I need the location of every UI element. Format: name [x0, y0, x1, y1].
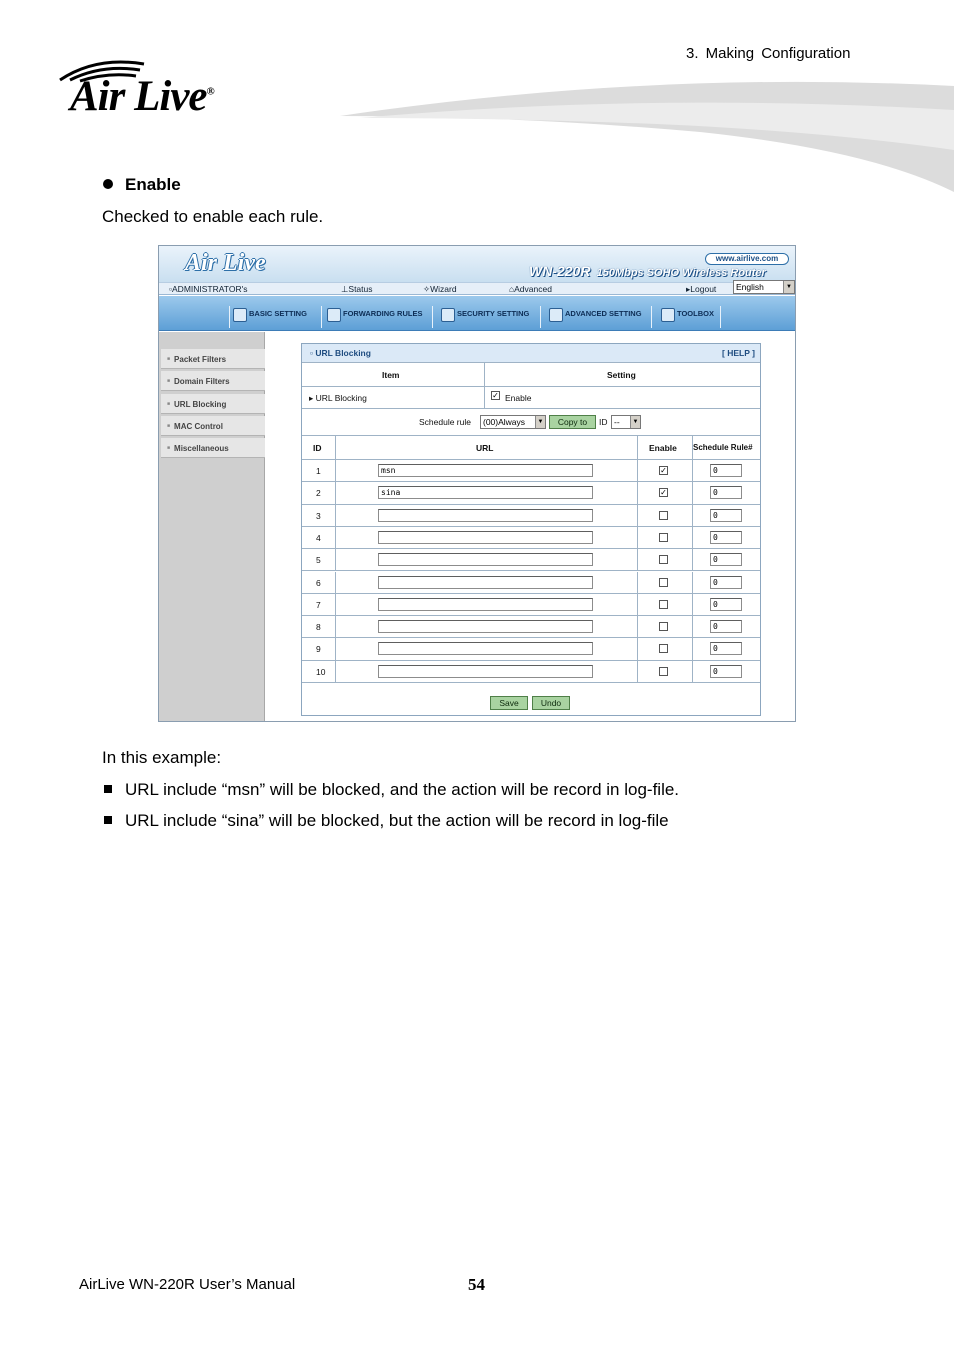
registered-mark: ® — [206, 85, 214, 98]
manual-footer: AirLive WN-220R User’s Manual — [79, 1276, 296, 1293]
url-blocking-panel — [301, 343, 761, 716]
schedule-rule-input[interactable]: 0 — [710, 553, 742, 566]
sidebar-item-mac-control[interactable]: ■ MAC Control — [161, 416, 265, 436]
example-item — [104, 780, 679, 800]
row-id: 8 — [316, 622, 321, 633]
sidebar-item-domain-filters[interactable]: ■ Domain Filters — [161, 371, 265, 391]
table-row — [302, 460, 760, 482]
menu-advanced[interactable]: ⌂ Advanced — [509, 284, 552, 294]
schedule-rule-label: Schedule rule — [419, 417, 471, 427]
rule-enable-checkbox[interactable] — [659, 600, 668, 609]
enable-heading-text: Enable — [125, 175, 181, 194]
table-row — [302, 594, 760, 616]
bullet-dot-icon — [103, 179, 113, 189]
tab-advanced-setting[interactable]: ADVANCED SETTING — [547, 306, 642, 322]
panel-title-row — [302, 344, 760, 363]
row-id: 2 — [316, 488, 321, 499]
menu-wizard[interactable]: ✧ Wizard — [423, 284, 457, 294]
schedule-rule-select[interactable] — [480, 415, 546, 429]
url-input[interactable]: msn — [378, 464, 593, 477]
router-ui-screenshot — [158, 245, 796, 722]
example-text: URL include “sina” will be blocked, but the action will be record in log-file — [125, 811, 669, 830]
url-blocking-enable-checkbox[interactable]: ✓ — [492, 391, 499, 400]
table-row — [302, 661, 760, 683]
rule-enable-checkbox[interactable] — [659, 622, 668, 631]
language-select[interactable] — [733, 280, 795, 294]
model-name: WN-220R — [529, 263, 591, 279]
schedule-rule-input[interactable]: 0 — [710, 464, 742, 477]
url-input[interactable] — [378, 509, 593, 522]
schedule-rule-input[interactable]: 0 — [710, 486, 742, 499]
url-blocking-label: ▸ URL Blocking — [309, 393, 367, 403]
security-sidebar — [159, 332, 265, 722]
enable-description: Checked to enable each rule. — [102, 207, 324, 226]
tab-toolbox[interactable]: TOOLBOX — [659, 306, 714, 322]
main-menu-bar — [159, 282, 795, 295]
copy-id-value: -- — [614, 417, 620, 427]
copy-id-select[interactable] — [611, 415, 641, 429]
schedule-row — [302, 409, 760, 436]
website-badge[interactable]: www.airlive.com — [705, 253, 789, 265]
schedule-rule-input[interactable]: 0 — [710, 642, 742, 655]
square-bullet-icon — [104, 816, 112, 824]
row-id: 10 — [316, 666, 326, 677]
save-button[interactable]: Save — [490, 696, 528, 710]
col-url-header: URL — [476, 443, 494, 453]
url-input[interactable]: sina — [378, 486, 593, 499]
menu-admin[interactable]: ▫ ADMINISTRATOR's — [169, 284, 248, 294]
enable-label: Enable — [505, 393, 532, 403]
schedule-rule-input[interactable]: 0 — [710, 509, 742, 522]
schedule-rule-value: (00)Always — [483, 417, 526, 427]
col-id-header: ID — [313, 443, 322, 453]
id-label: ID — [599, 417, 608, 427]
example-item — [104, 811, 669, 831]
chevron-down-icon: ▼ — [535, 416, 545, 428]
panel-title: ▫ URL Blocking — [310, 348, 371, 358]
copy-to-button[interactable]: Copy to — [549, 415, 596, 429]
url-input[interactable] — [378, 576, 593, 589]
col-schedule-header: Schedule Rule# — [693, 443, 753, 452]
enable-heading — [103, 175, 181, 195]
row-id: 5 — [316, 555, 321, 566]
row-id: 7 — [316, 599, 321, 610]
rule-enable-checkbox[interactable] — [659, 644, 668, 653]
example-intro: In this example: — [102, 748, 222, 767]
chapter-heading: 3. Making Configuration — [686, 45, 851, 62]
table-row — [302, 527, 760, 549]
tab-basic-setting[interactable]: BASIC SETTING — [231, 306, 307, 322]
settings-tab-bar — [159, 296, 795, 331]
table-row — [302, 572, 760, 594]
table-row — [302, 616, 760, 638]
logo-text: Air Live — [70, 73, 207, 120]
help-link[interactable]: [ HELP ] — [722, 348, 755, 358]
row-id: 1 — [316, 466, 321, 476]
item-setting-header — [302, 363, 760, 387]
menu-logout[interactable]: ▸ Logout — [686, 284, 717, 294]
undo-button[interactable]: Undo — [532, 696, 570, 710]
table-row — [302, 549, 760, 571]
rule-enable-checkbox[interactable]: ✓ — [660, 466, 667, 475]
rule-enable-checkbox[interactable] — [659, 667, 668, 676]
row-id: 3 — [316, 510, 321, 521]
tab-forwarding-rules[interactable]: FORWARDING RULES — [325, 306, 422, 322]
schedule-rule-input[interactable]: 0 — [710, 620, 742, 633]
url-blocking-enable-row — [302, 387, 760, 409]
square-bullet-icon — [104, 785, 112, 793]
url-input[interactable] — [378, 598, 593, 611]
sidebar-item-url-blocking[interactable]: ■ URL Blocking — [161, 394, 265, 414]
table-row — [302, 638, 760, 660]
model-description: 150Mbps SOHO Wireless Router — [596, 267, 766, 279]
chevron-down-icon: ▼ — [630, 416, 640, 428]
rule-enable-checkbox[interactable]: ✓ — [660, 488, 667, 498]
url-input[interactable] — [378, 553, 593, 566]
rule-enable-checkbox[interactable] — [659, 533, 668, 542]
col-item-header: Item — [382, 370, 400, 380]
table-row — [302, 505, 760, 527]
router-logo: Air Live — [185, 250, 266, 276]
schedule-rule-input[interactable]: 0 — [710, 576, 742, 589]
rule-enable-checkbox[interactable] — [659, 555, 668, 564]
tab-security-setting[interactable]: SECURITY SETTING — [439, 306, 529, 322]
model-title — [529, 263, 766, 279]
sidebar-item-packet-filters[interactable]: ■ Packet Filters — [161, 349, 265, 369]
menu-status[interactable]: ⊥ Status — [341, 284, 373, 294]
url-input[interactable] — [378, 620, 593, 633]
row-id: 4 — [316, 532, 321, 543]
schedule-rule-input[interactable]: 0 — [710, 531, 742, 544]
url-input[interactable] — [378, 531, 593, 544]
page-number: 54 — [468, 1275, 485, 1294]
col-enable-header: Enable — [649, 443, 677, 453]
schedule-rule-input[interactable]: 0 — [710, 665, 742, 678]
row-id: 9 — [316, 644, 321, 655]
row-id: 6 — [316, 577, 321, 588]
col-setting-header: Setting — [607, 370, 636, 380]
schedule-rule-input[interactable]: 0 — [710, 598, 742, 611]
router-banner — [159, 246, 795, 282]
chevron-down-icon: ▼ — [783, 281, 794, 293]
sidebar-item-miscellaneous[interactable]: ■ Miscellaneous — [161, 438, 265, 458]
rule-enable-checkbox[interactable] — [659, 578, 668, 587]
url-table-header — [302, 436, 760, 460]
example-text: URL include “msn” will be blocked, and the action will be record in log-file. — [125, 780, 680, 799]
url-input[interactable] — [378, 665, 593, 678]
language-value: English — [736, 282, 764, 292]
rule-enable-checkbox[interactable] — [659, 511, 668, 520]
url-input[interactable] — [378, 642, 593, 655]
table-row — [302, 482, 760, 504]
